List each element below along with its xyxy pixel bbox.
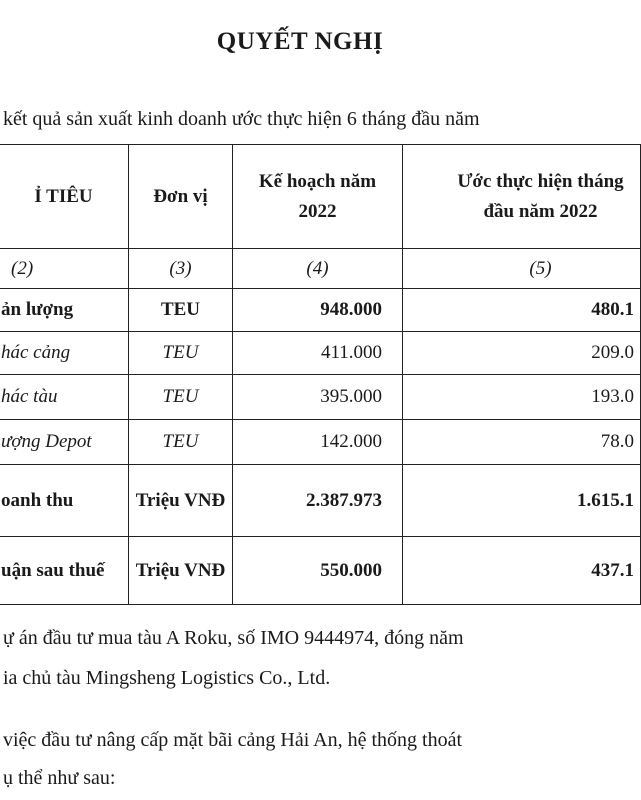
row-unit: TEU (129, 332, 233, 375)
row-unit: Triệu VNĐ (129, 537, 233, 605)
header-indicator: Ỉ TIÊU (0, 145, 129, 249)
intro-line: kết quả sản xuất kinh doanh ước thực hiện 6 tháng đầu năm (3, 108, 480, 130)
row-indicator: hác tàu (0, 375, 129, 420)
row-unit: TEU (129, 289, 233, 332)
header-estimate: Ước thực hiện tháng đầu năm 2022 (403, 145, 641, 249)
row-unit: TEU (129, 420, 233, 465)
table-row (0, 289, 641, 332)
row-indicator: ản lượng (0, 289, 129, 332)
row-estimate: 209.0 (403, 332, 641, 375)
paragraph-line: ự án đầu tư mua tàu A Roku, số IMO 9444974, đóng năm (3, 627, 464, 649)
row-estimate: 437.1 (403, 537, 641, 605)
row-estimate: 78.0 (403, 420, 641, 465)
column-number-row (0, 249, 641, 289)
row-plan: 948.000 (233, 289, 403, 332)
table-row (0, 465, 641, 537)
row-indicator: oanh thu (0, 465, 129, 537)
paragraph-line: ia chủ tàu Mingsheng Logistics Co., Ltd. (3, 667, 331, 689)
header-plan: Kế hoạch năm 2022 (233, 145, 403, 249)
row-indicator: ượng Depot (0, 420, 129, 465)
table-row (0, 375, 641, 420)
column-number-3: (3) (129, 249, 233, 289)
row-plan: 395.000 (233, 375, 403, 420)
row-indicator: hác cảng (0, 332, 129, 375)
table-row (0, 537, 641, 605)
row-plan: 550.000 (233, 537, 403, 605)
column-number-2: (2) (0, 249, 129, 289)
row-estimate: 193.0 (403, 375, 641, 420)
row-estimate: 480.1 (403, 289, 641, 332)
row-unit: Triệu VNĐ (129, 465, 233, 537)
table-row (0, 420, 641, 465)
row-plan: 411.000 (233, 332, 403, 375)
paragraph-line: ụ thể như sau: (3, 767, 116, 789)
row-plan: 2.387.973 (233, 465, 403, 537)
document-title: QUYẾT NGHỊ (216, 28, 384, 55)
paragraph-line: việc đầu tư nâng cấp mặt bãi cảng Hải An, hệ thống thoát (3, 729, 463, 751)
row-indicator: uận sau thuế (0, 537, 129, 605)
row-unit: TEU (129, 375, 233, 420)
row-estimate: 1.615.1 (403, 465, 641, 537)
row-plan: 142.000 (233, 420, 403, 465)
column-number-5: (5) (403, 249, 641, 289)
table-row (0, 332, 641, 375)
header-unit: Đơn vị (129, 145, 233, 249)
results-table (0, 144, 641, 605)
column-number-4: (4) (233, 249, 403, 289)
table-header-row (0, 145, 641, 249)
